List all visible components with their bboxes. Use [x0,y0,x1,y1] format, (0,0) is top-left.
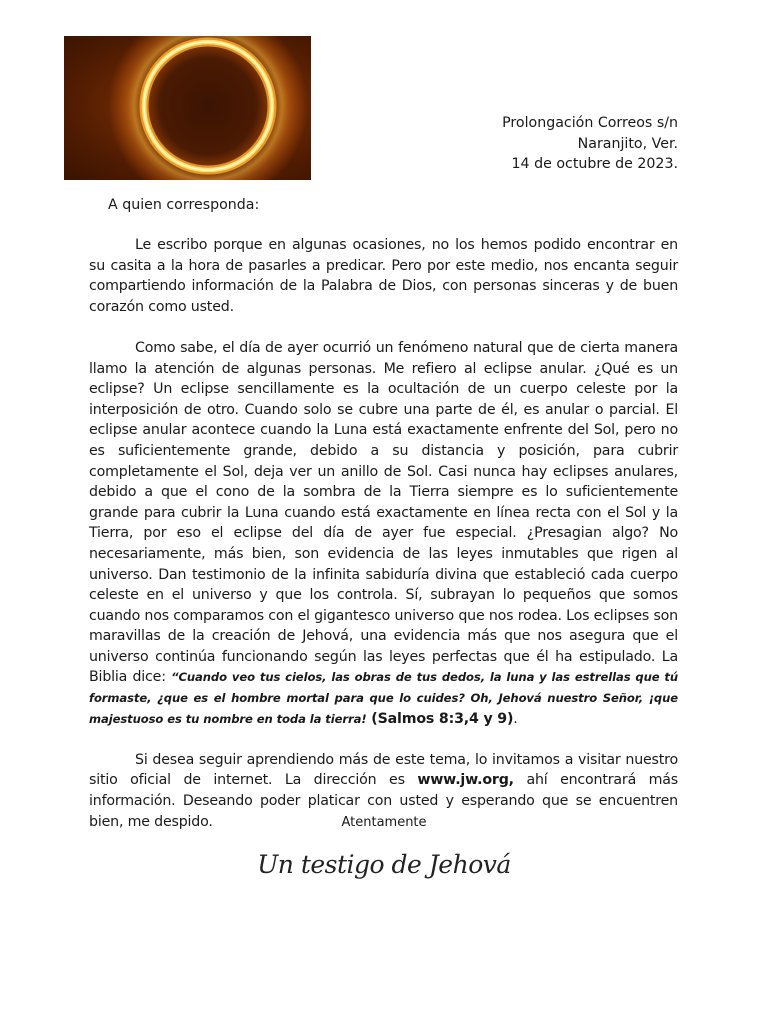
website-link[interactable]: www.jw.org, [417,772,514,789]
paragraph-eclipse-text: Como sabe, el día de ayer ocurrió un fenómeno natural que de cierta manera llamo la atención de algunas personas. Me refiero al eclipse anular. ¿Qué es un eclipse? Un eclipse sencillamente es la ocultación de un cuerpo celeste por la interposición de otro. Cuando solo se cubre una parte de él, es anular o parcial. El eclipse anular acontece cuando la Luna está exactamente enfrente del Sol, pero no es suficientemente grande, debido a su distancia y posición, para cubrir completamente el Sol, deja ver un anillo de Sol. Casi nunca hay eclipses anulares, debido a que el cono de la sombra de la Tierra siempre es lo suficientemente grande para cubrir la Luna cuando está exactamente en línea recta con el Sol y la Tierra, por eso el eclipse del día de ayer fue especial. ¿Presagian algo? No necesariamente, más bien, son evidencia de las leyes inmutables que rigen al universo. Dan testimonio de la infinita sabiduría divina que estableció cada cuerpo celeste en el universo y que los controla. Sí, subrayan lo pequeños que somos cuando nos comparamos con el gigantesco universo que nos rodea. Los eclipses son maravillas de la creación de Jehová, una evidencia más que nos asegura que el universo continúa funcionando según las leyes perfectas que él ha estipulado. La Biblia dice: [89,339,678,686]
paragraph-invitation-after: ahí encontrará más información. Deseando poder platicar con usted y esperando que se encuentren bien, me despido. [89,772,678,830]
bible-reference: (Salmos 8:3,4 y 9) [366,710,514,727]
paragraph-eclipse-end: . [513,710,518,727]
bible-quote: “Cuando veo tus cielos, las obras de tus dedos, la luna y las estrellas que tú formaste, ¿que es el hombre mortal para que lo cuides? Oh, Jehová nuestro Señor, ¡que majestuoso es tu nombre en toda la tierra! [89,670,678,726]
paragraph-invitation-before: Si desea seguir aprendiendo más de este tema, lo invitamos a visitar nuestro sitio oficial de internet. La dirección es [89,751,678,789]
address-line-street: Prolongación Correos s/n [502,115,678,131]
sender-address [502,113,678,175]
address-line-date: 14 de octubre de 2023. [511,156,678,173]
annular-eclipse-icon [64,36,311,180]
closing-salutation: Atentamente [341,815,427,830]
greeting: A quien corresponda: [108,197,260,213]
signature: Un testigo de Jehová [257,850,511,879]
paragraph-intro: Le escribo porque en algunas ocasiones, no los hemos podido encontrar en su casita a la hora de pasarles a predicar. Pero por este medio, nos encanta seguir compartiendo información de la Palabra de Dios, con personas sinceras y de buen corazón como usted. [89,237,678,315]
paragraph-eclipse [89,338,678,729]
address-line-city: Naranjito, Ver. [577,135,678,152]
letter-body [89,235,678,853]
eclipse-photo [64,36,311,180]
